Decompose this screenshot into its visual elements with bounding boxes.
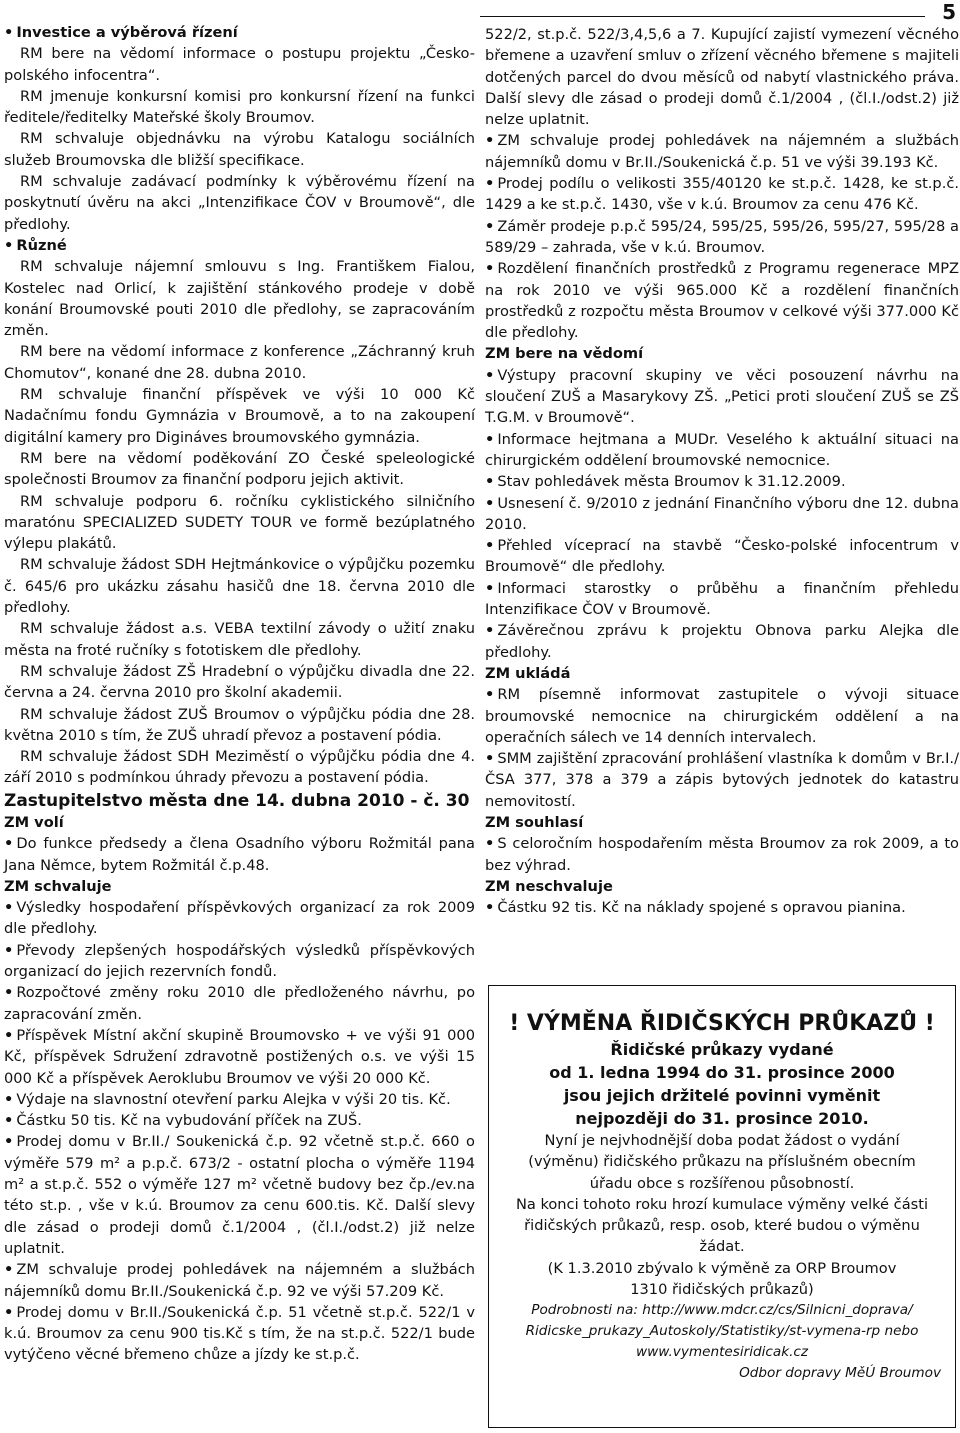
notice-subtitle-3: jsou jejich držitelé povinni vyměnit [563, 1086, 881, 1105]
resolution-item: • Částku 92 tis. Kč na náklady spojené s opravou pianina. [485, 897, 959, 918]
resolution-item: • RM písemně informovat zastupitele o vývoji situace broumovské nemocnice na chirurgickém oddělení a na operačních sálech ve 14 denních intervalech. [485, 684, 959, 748]
resolution-item: • Záměr prodeje p.p.č 595/24, 595/25, 595/26, 595/27, 595/28 a 589/29 – zahrada, vše v k.ú. Broumov. [485, 216, 959, 259]
driver-license-notice [488, 985, 956, 1428]
resolution-item: • Prodej podílu o velikosti 355/40120 ke st.p.č. 1428, ke st.p.č. 1429 a ke st.p.č. 1430, vše v k.ú. Broumov za cenu 476 Kč. [485, 173, 959, 216]
notice-subtitle-2: od 1. ledna 1994 do 31. prosince 2000 [549, 1063, 895, 1082]
resolution-item: • Výstupy pracovní skupiny ve věci posouzení návrhu na sloučení ZUŠ a Masarykovy ZŠ. „Petici proti sloučení ZUŠ se ZŠ T.G.M. v Broumově“. [485, 365, 959, 429]
resolution-heading: ZM ukládá [485, 664, 571, 682]
notice-body-3: (K 1.3.2010 zbývalo k výměně za ORP Broumov 1310 řidičských průkazů) [547, 1259, 897, 1299]
resolution-paragraph: RM schvaluje nájemní smlouvu s Ing. Františkem Fialou, Kostelec nad Orlicí, k zajištění stánkového prodeje v době konání Broumovské pouti 2010 dle předlohy, se zapracováním změn. [4, 258, 475, 340]
page-number: 5 [942, 0, 956, 24]
continued-paragraph: 522/2, st.p.č. 522/3,4,5,6 a 7. Kupující zajistí vymezení věcného břemene a uzavření smluv o zřízení věcného břemene s majiteli dotčených parcel do dvou měsíců od nabytí vlastnického práva. Další slevy dle zásad o prodeji domů č.1/2004 , (čl.I./odst.2) již nelze uplatnit. [485, 26, 959, 129]
notice-info-3: www.vymentesiridicak.cz [635, 1344, 809, 1361]
resolution-item: • Rozpočtové změny roku 2010 dle předloženého návrhu, po zapracování změn. [4, 982, 475, 1025]
notice-body-2: Na konci tohoto roku hrozí kumulace výměny velké části řidičských průkazů, resp. osob, které budou o výměnu žádat. [515, 1195, 929, 1256]
notice-info-2: Ridicske_prukazy_Autoskoly/Statistiky/st-vymena-rp nebo [525, 1323, 919, 1340]
left-column [4, 22, 475, 1366]
resolution-heading: ZM souhlasí [485, 813, 584, 831]
resolution-heading: ZM volí [4, 813, 64, 831]
notice-signature: Odbor dopravy MěÚ Broumov [739, 1365, 941, 1382]
council-session-heading: Zastupitelstvo města dne 14. dubna 2010 - č. 30 [4, 790, 470, 811]
header-rule [480, 16, 925, 17]
resolution-paragraph: RM bere na vědomí poděkování ZO České speleologické společnosti Broumov za finanční podporu jejich aktivit. [4, 449, 475, 489]
resolution-item: • Rozdělení finančních prostředků z Programu regenerace MPZ na rok 2010 ve výši 965.000 Kč a rozdělení finančních prostředků z rozpočtu města Broumov v celkové výši 377.000 Kč dle předlohy. [485, 258, 959, 343]
notice-subtitle-1: Řidičské průkazy vydané [610, 1040, 834, 1059]
resolution-item: • Informace hejtmana a MUDr. Veselého k aktuální situaci na chirurgickém oddělení broumovské nemocnice. [485, 429, 959, 472]
resolution-paragraph: RM schvaluje objednávku na výrobu Katalogu sociálních služeb Broumovska dle bližší specifikace. [4, 130, 475, 169]
resolution-item: • Přehled víceprací na stavbě “Česko-polské infocentrum v Broumově“ dle předlohy. [485, 535, 959, 578]
section-heading: • Investice a výběrová řízení [4, 22, 475, 43]
resolution-paragraph: RM jmenuje konkursní komisi pro konkursní řízení na funkci ředitele/ředitelky Mateřské školy Broumov. [4, 87, 475, 127]
resolution-item: • Informaci starostky o průběhu a finančním přehledu Intenzifikace ČOV v Broumově. [485, 578, 959, 621]
resolution-paragraph: RM schvaluje žádost SDH Meziměstí o výpůjčku pódia dne 4. září 2010 s podmínkou úhrady převozu a postavení pódia. [4, 748, 475, 787]
resolution-heading: ZM schvaluje [4, 877, 112, 895]
resolution-item: • Výdaje na slavnostní otevření parku Alejka v výši 20 tis. Kč. [4, 1089, 475, 1110]
right-column [485, 24, 959, 918]
resolution-paragraph: RM schvaluje podporu 6. ročníku cyklistického silničního maratónu SPECIALIZED SUDETY TOUR ve formě bezúplatného výlepu plakátů. [4, 492, 475, 553]
resolution-paragraph: RM schvaluje žádost SDH Hejtmánkovice o výpůjčku pozemku č. 645/6 pro ukázku zásahu hasičů dne 18. června 2010 dle předlohy. [4, 556, 475, 617]
resolution-item: • S celoročním hospodařením města Broumov za rok 2009, a to bez výhrad. [485, 833, 959, 876]
section-heading: • Různé [4, 235, 475, 256]
resolution-item: • ZM schvaluje prodej pohledávek na nájemném a službách nájemníků domu v Br.II./Soukenická č.p. 51 ve výši 39.193 Kč. [485, 130, 959, 173]
resolution-item: • Stav pohledávek města Broumov k 31.12.2009. [485, 471, 959, 492]
resolution-paragraph: RM schvaluje finanční příspěvek ve výši 10 000 Kč Nadačnímu fondu Gymnázia v Broumově, a to na zakoupení digitální kamery pro Digináves broumovského gymnázia. [4, 386, 475, 446]
resolution-item: • Závěrečnou zprávu k projektu Obnova parku Alejka dle předlohy. [485, 620, 959, 663]
resolution-item: • Převody zlepšených hospodářských výsledků příspěvkových organizací do jejich rezervních fondů. [4, 940, 475, 983]
resolution-item: • Částku 50 tis. Kč na vybudování příček na ZUŠ. [4, 1110, 475, 1131]
resolution-item: • Do funkce předsedy a člena Osadního výboru Rožmitál pana Jana Němce, bytem Rožmitál č.p.48. [4, 833, 475, 876]
resolution-item: • Prodej domu v Br.II./ Soukenická č.p. 92 včetně st.p.č. 660 o výměře 579 m² a p.p.č. 673/2 - ostatní plocha o výměře 1194 m² a st.p.č. 552 o výměře 127 m² včetně budovy bez čp./ev.na této st.p. , vše v k.ú. Broumov za cenu 600.tis. Kč. Další slevy dle zásad o prodeji domů č.1/2004 , (čl.I./odst.2) již nelze uplatnit. [4, 1131, 475, 1259]
resolution-item: • SMM zajištění zpracování prohlášení vlastníka k domům v Br.I./ČSA 377, 378 a 379 a zápis bytových jednotek do katastru nemovitostí. [485, 748, 959, 812]
resolution-paragraph: RM schvaluje žádost ZŠ Hradební o výpůjčku divadla dne 22. června a 24. června 2010 pro školní akademii. [4, 662, 475, 702]
resolution-paragraph: RM schvaluje zadávací podmínky k výběrovému řízení na poskytnutí úvěru na akci „Intenzifikace ČOV v Broumově“, dle předlohy. [4, 173, 475, 233]
resolution-paragraph: RM bere na vědomí informace z konference „Záchranný kruh Chomutov“, konané dne 28. dubna 2010. [4, 343, 475, 382]
resolution-item: • Usnesení č. 9/2010 z jednání Finančního výboru dne 12. dubna 2010. [485, 493, 959, 536]
resolution-paragraph: RM schvaluje žádost a.s. VEBA textilní závody o užití znaku města na froté ručníky s fototiskem dle předlohy. [4, 620, 475, 659]
resolution-item: • ZM schvaluje prodej pohledávek na nájemném a službách nájemníků domu Br.II./Soukenická č.p. 92 ve výši 57.209 Kč. [4, 1259, 475, 1302]
resolution-heading: ZM neschvaluje [485, 877, 613, 895]
notice-title: ! VÝMĚNA ŘIDIČSKÝCH PRŮKAZŮ ! [509, 1011, 935, 1036]
resolution-paragraph: RM schvaluje žádost ZUŠ Broumov o výpůjčku pódia dne 28. května 2010 s tím, že ZUŠ uhradí převoz a postavení pódia. [4, 705, 475, 744]
resolution-heading: ZM bere na vědomí [485, 345, 644, 363]
resolution-item: • Příspěvek Místní akční skupině Broumovsko + ve výši 91 000 Kč, příspěvek Sdružení zdravotně postižených o.s. ve výši 15 000 Kč a příspěvek Aeroklubu Broumov ve výši 20 000 Kč. [4, 1025, 475, 1089]
resolution-item: • Výsledky hospodaření příspěvkových organizací za rok 2009 dle předlohy. [4, 897, 475, 940]
notice-subtitle-4: nejpozději do 31. prosince 2010. [575, 1109, 869, 1128]
notice-body-1: Nyní je nejvhodnější doba podat žádost o vydání (výměnu) řidičského průkazu na příslušném obecním úřadu obce s rozšířenou působností. [528, 1132, 916, 1192]
resolution-paragraph: RM bere na vědomí informace o postupu projektu „Česko-polského infocentra“. [4, 45, 475, 84]
resolution-item: • Prodej domu v Br.II./Soukenická č.p. 51 včetně st.p.č. 522/1 v k.ú. Broumov za cenu 900 tis.Kč s tím, že na st.p.č. 522/1 bude vytýčeno věcné břemeno chůze a jízdy ke st.p.č. [4, 1302, 475, 1366]
notice-info-1: Podrobnosti na: http://www.mdcr.cz/cs/Silnicni_doprava/ [531, 1302, 913, 1319]
